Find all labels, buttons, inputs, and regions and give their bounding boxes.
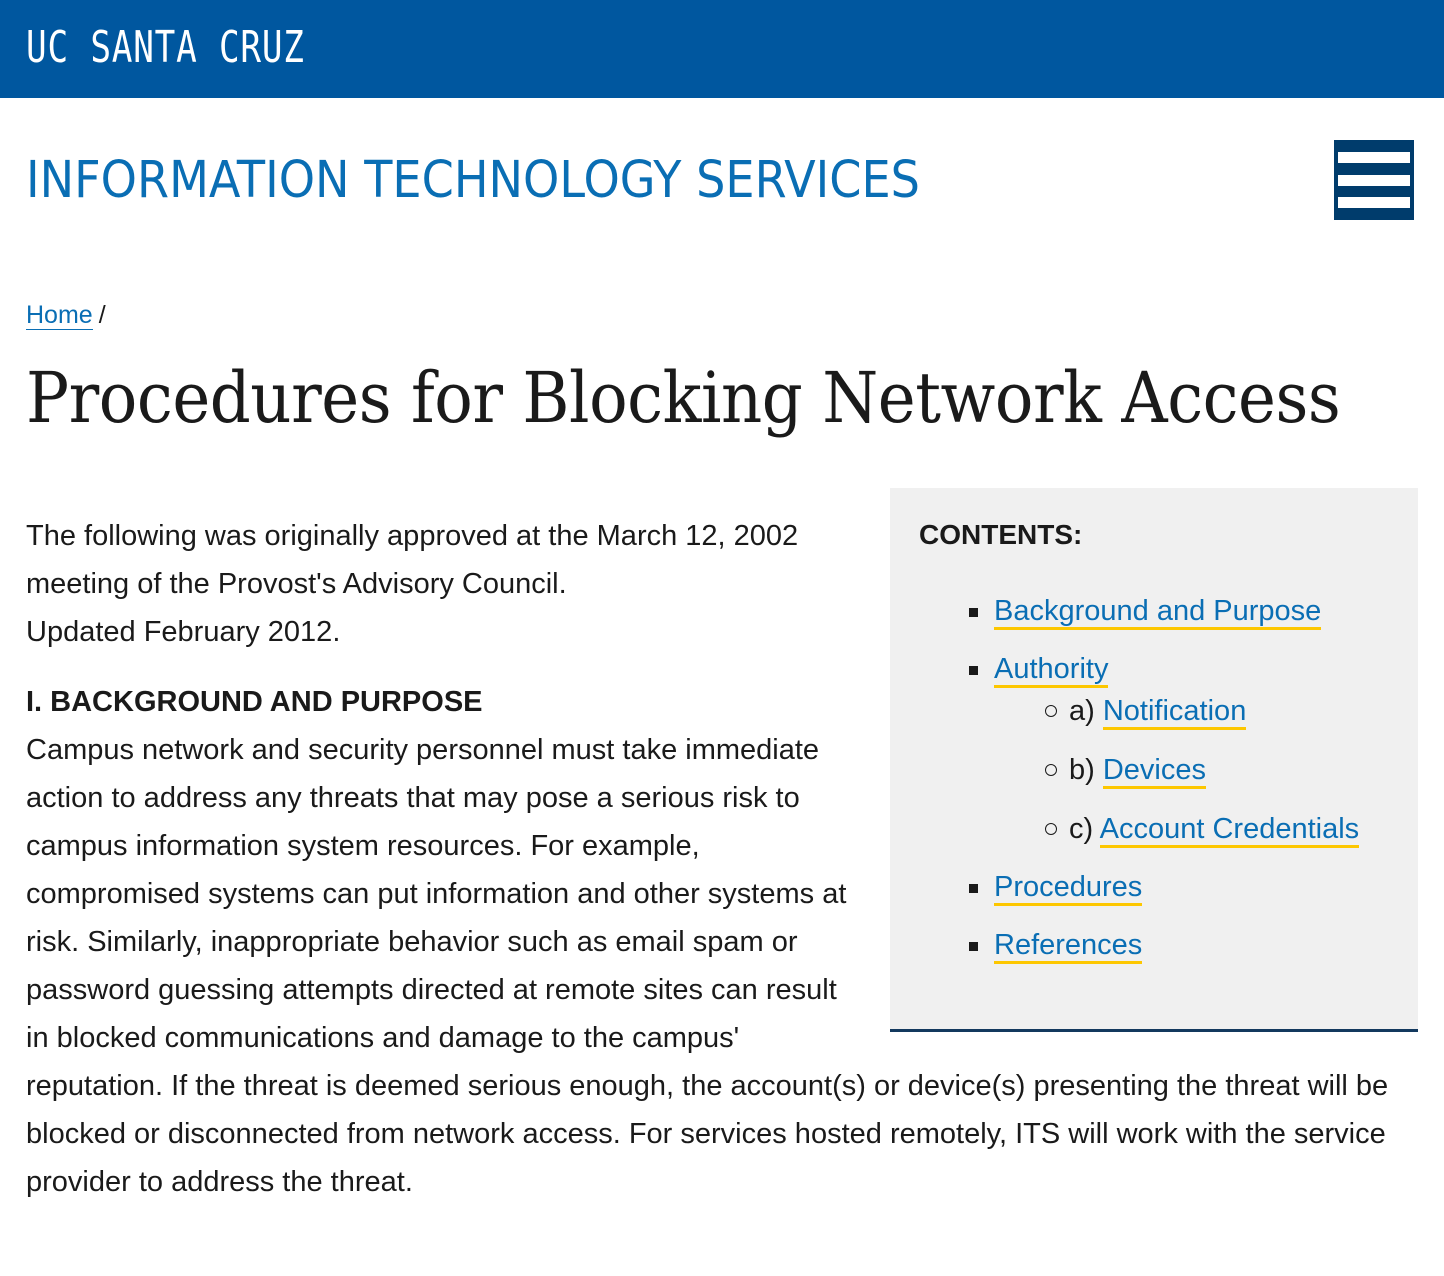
toc-subitem [994,812,1390,846]
circle-bullet-icon [1045,764,1057,776]
toc-subitem-prefix: b) [1069,754,1095,786]
toc-link-procedures[interactable]: Procedures [994,871,1142,906]
toc-link-devices[interactable]: Devices [1103,754,1206,789]
toc-link-references[interactable]: References [994,929,1142,964]
toc-list [919,594,1390,962]
main-content [26,512,1416,1206]
toc-subitem-prefix: c) [1069,813,1094,845]
toc-subitem [994,753,1390,787]
toc-item [919,928,1390,962]
breadcrumb-home-link[interactable]: Home [26,301,93,329]
toc-item [919,594,1390,628]
toc-link-account-credentials[interactable]: Account Credentials [1100,813,1360,848]
section-heading-background: I. BACKGROUND AND PURPOSE [26,686,483,718]
toc-subitem [994,694,1390,728]
breadcrumb [26,298,106,332]
square-bullet-icon [969,608,978,617]
table-of-contents [890,488,1418,1032]
site-title[interactable]: INFORMATION TECHNOLOGY SERVICES [26,151,920,210]
toc-heading: CONTENTS: [919,519,1083,550]
page-title: Procedures for Blocking Network Access [26,357,1341,439]
toc-item [919,870,1390,904]
square-bullet-icon [969,884,978,893]
toc-item [919,652,1390,846]
section-body-background: Campus network and security personnel must take immediate action to address any threats that may pose a serious risk to campus information system resources. For example, compromised systems can put information and other systems at risk. Similarly, inappropriate behavior such as email spam or password guessing attempts directed at remote sites can result in blocked communications and damage to the campus' reputation. If the threat is deemed serious enough, the account(s) or device(s) presenting the threat will be blocked or disconnected from network access. For services hosted remotely, ITS will work with the service provider to address the threat. [26,734,1389,1198]
circle-bullet-icon [1045,705,1057,717]
toc-sublist [994,694,1390,846]
menu-bar [1338,152,1410,163]
toc-link-authority[interactable]: Authority [994,653,1108,688]
breadcrumb-separator: / [98,301,106,329]
circle-bullet-icon [1045,823,1057,835]
square-bullet-icon [969,942,978,951]
toc-link-notification[interactable]: Notification [1103,695,1246,730]
uc-santa-cruz-logo[interactable]: UC SANTA CRUZ [26,22,305,73]
square-bullet-icon [969,666,978,675]
intro-updated-text: Updated February 2012. [26,616,341,648]
hamburger-menu-icon[interactable] [1334,140,1414,220]
top-bar [0,0,1444,98]
intro-approval-text: The following was originally approved at the March 12, 2002 meeting of the Provost's Advisory Council. [26,520,799,600]
menu-bar [1338,175,1410,186]
toc-link-background-and-purpose[interactable]: Background and Purpose [994,595,1321,630]
menu-bar [1338,197,1410,208]
toc-subitem-prefix: a) [1069,695,1095,727]
